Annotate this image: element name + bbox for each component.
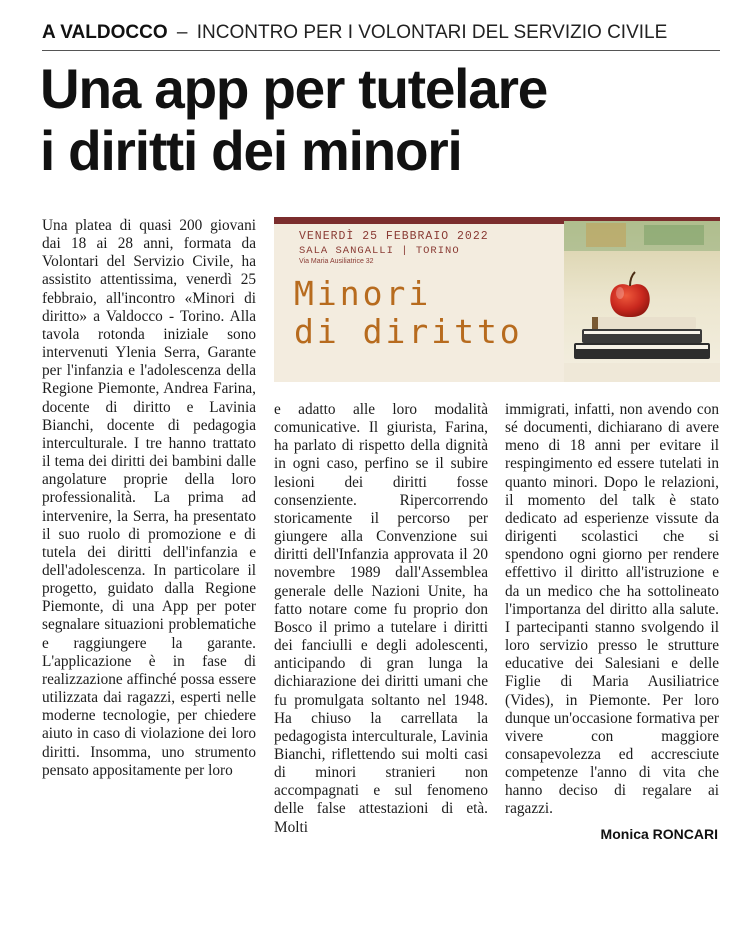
column-3-text: immigrati, infatti, non avendo con sé documenti, dichiarano di avere meno di 18 anni per evitare il respingimento ed essere tutelati in quanto minori. Dopo le relazioni, il momento del talk è stato dedicato ad esperienze vissute da dirigenti scolastici che si spendono ogni giorno per rendere effettivo il diritto all'istruzione e da un medico che ha sottolineato l'importanza del diritto alla salute. I partecipanti stanno svolgendo il loro servizio presso le strutture educative dei Salesiani e delle Figlie di Maria Ausiliatrice (Vides), in Piemonte. Per loro dunque un'occasione formativa per vivere con maggiore consapevolezza ed accresciute competenze l'anno di vita che hanno deciso di regalare ai ragazzi. [505, 401, 719, 818]
banner-title-line-1: Minori [294, 274, 432, 313]
article-headline [40, 58, 716, 182]
banner-title [294, 274, 523, 351]
banner-title-line-2: di diritto [294, 312, 523, 351]
article-column-1 [42, 217, 256, 780]
banner-place: SALA SANGALLI | TORINO [299, 245, 460, 257]
banner-address: Via Maria Ausiliatrice 32 [299, 258, 374, 265]
kicker-rule [42, 50, 720, 51]
headline-line-1: Una app per tutelare [40, 57, 548, 120]
headline-line-2: i diritti dei minori [40, 119, 462, 182]
article-kicker [42, 22, 718, 44]
banner-date: VENERDÌ 25 FEBBRAIO 2022 [299, 230, 489, 243]
article-author: Monica RONCARI [600, 826, 718, 842]
column-1-text: Una platea di quasi 200 giovani dai 18 ai 28 anni, formata da Volontari del Servizio Civile, ha assistito attentissima, venerdì 25 febbraio, all'incontro «Minori di diritto» a Valdocco - Torino. Alla tavola rotonda iniziale sono intervenuti Ylenia Serra, Garante per l'infanzia e l'adolescenza della Regione Piemonte, Andrea Farina, docente di diritto e Lavinia Bianchi, docente di pedagogia interculturale. I tre hanno trattato il tema dei diritti dei bambini dalle angolature proprie della loro professionalità. La prima ad intervenire, la Serra, ha presentato il suo ruolo di promozione e di tutela dei diritti dell'infanzia e dell'adolescenza. In particolare il progetto, guidato dalla Regione Piemonte, di una App per poter segnalare situazioni problematiche e raggiungere la garante. L'applicazione è in fase di realizzazione affinché possa essere utilizzata dai ragazzi, esperti nelle moderne tecnologie, per chiedere aiuto in caso di violazione dei loro diritti. Insomma, uno strumento pensato appositamente per loro [42, 217, 256, 779]
books-image [574, 317, 710, 359]
column-2-text: e adatto alle loro modalità comunicative. Il giurista, Farina, ha parlato di rispetto della dignità in ogni caso, perfino se il subire lesioni dei diritti fosse consenziente. Ripercorrendo storicamente il percorso per giungere alla Convenzione sui diritti dell'Infanzia approvata il 20 novembre 1989 dall'Assemblea generale delle Nazioni Unite, ha fatto notare come fu proprio don Bosco il primo a tutelare i diritti dei fanciulli e degli adolescenti, anticipando di gran lunga la dichiarazione dei diritti umani che fu promulgata soltanto nel 1948. Ha chiuso la carrellata la pedagogista interculturale, Lavinia Bianchi, riflettendo sui molti casi di minori stranieri non accompagnati e sul fenomeno delle false attestazioni di età. Molti [274, 401, 488, 836]
kicker-location: A VALDOCCO [42, 22, 168, 43]
apple-on-books-photo [564, 221, 720, 382]
kicker-topic: INCONTRO PER I VOLONTARI DEL SERVIZIO CIVILE [196, 22, 668, 43]
article-column-3 [505, 401, 719, 819]
kicker-separator: – [176, 22, 188, 43]
event-banner-image [274, 217, 720, 382]
article-column-2 [274, 401, 488, 837]
